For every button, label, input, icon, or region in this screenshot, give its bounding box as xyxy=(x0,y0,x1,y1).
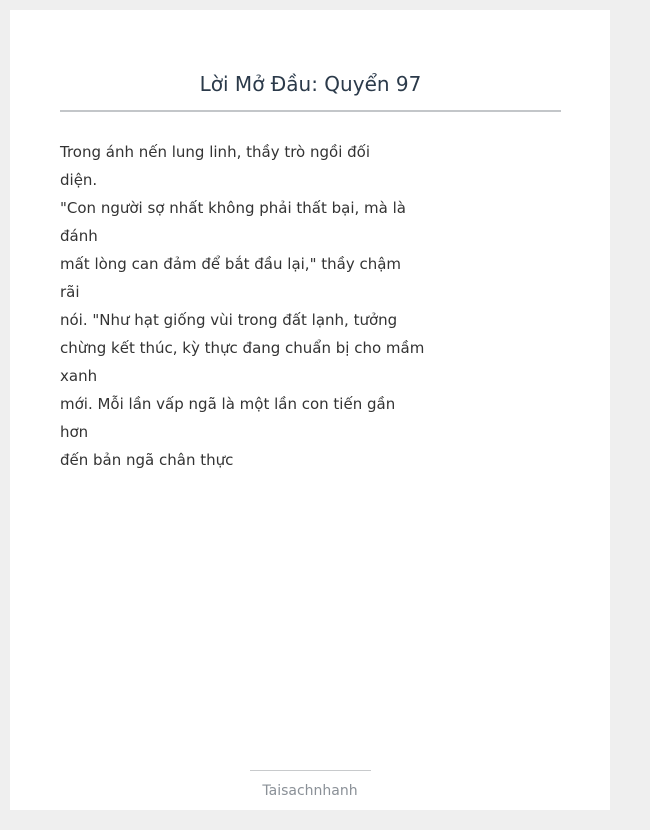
text-line: đến bản ngã chân thực xyxy=(60,451,234,469)
text-line: Trong ánh nến lung linh, thầy trò ngồi đối xyxy=(60,143,371,161)
text-line: nói. "Như hạt giống vùi trong đất lạnh, tưởng xyxy=(60,311,398,329)
footer-source: Taisachnhanh xyxy=(262,783,358,799)
title-divider xyxy=(60,110,561,112)
document-page xyxy=(10,10,610,810)
text-line: xanh xyxy=(60,367,98,385)
body-text xyxy=(60,138,425,474)
text-line: rãi xyxy=(60,283,80,301)
text-line: "Con người sợ nhất không phải thất bại, mà là xyxy=(60,199,406,217)
page-title: Lời Mở Đầu: Quyển 97 xyxy=(199,72,422,96)
text-line: chừng kết thúc, kỳ thực đang chuẩn bị cho mầm xyxy=(60,339,425,357)
text-line: diện. xyxy=(60,171,98,189)
text-line: mất lòng can đảm để bắt đầu lại," thầy chậm xyxy=(60,255,402,273)
text-line: đánh xyxy=(60,227,98,245)
text-line: hơn xyxy=(60,423,89,441)
text-line: mới. Mỗi lần vấp ngã là một lần con tiến gần xyxy=(60,395,396,413)
footer-divider xyxy=(250,770,371,771)
